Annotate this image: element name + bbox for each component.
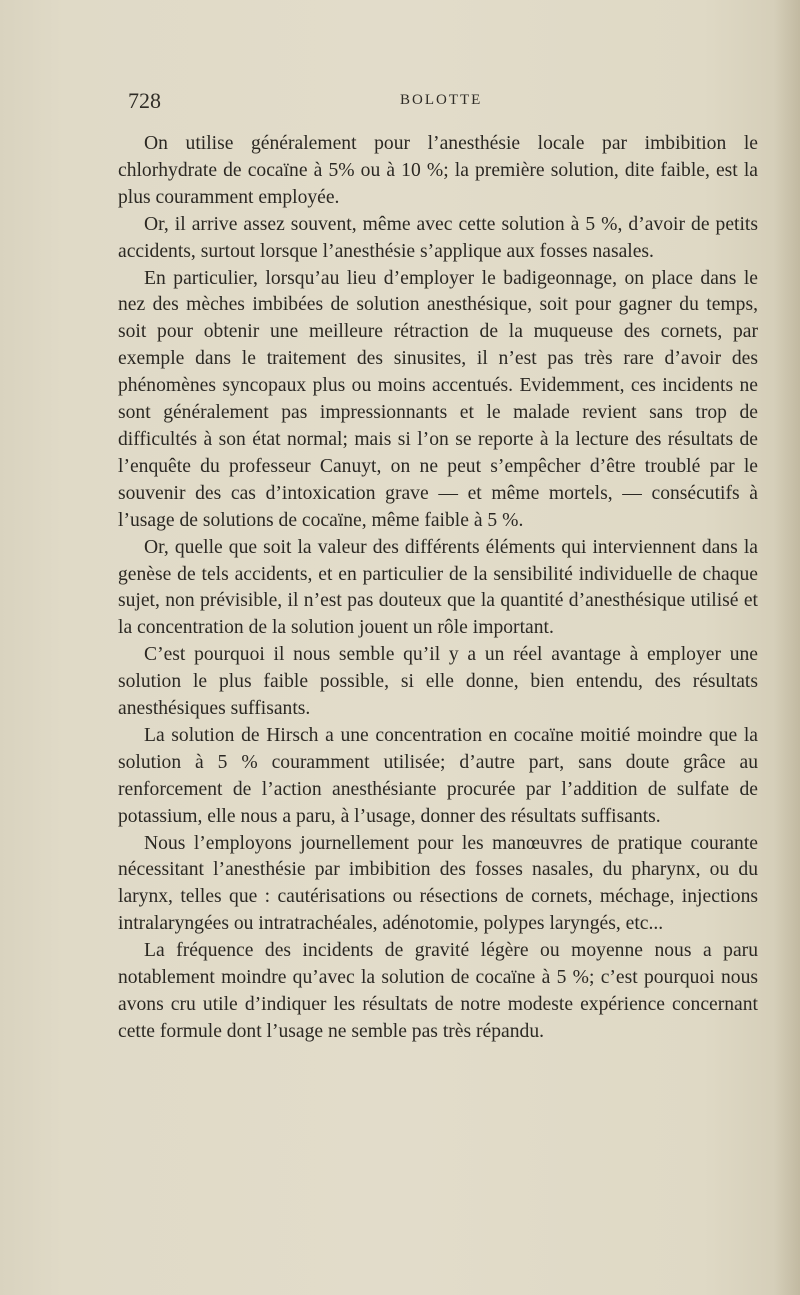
running-title: BOLOTTE — [400, 92, 483, 108]
running-head — [120, 88, 760, 118]
paragraph: Or, il arrive assez souvent, même avec cette solution à 5 %, d’avoir de petits accidents, surtout lorsque l’anesthésie s’applique aux fosses nasales. — [118, 213, 758, 262]
paragraph: Or, quelle que soit la valeur des différents éléments qui interviennent dans la genèse de tels accidents, et en particulier de la sensibilité individuelle de chaque sujet, non prévisible, il n’est pas douteux que la quantité d’anesthésique utilisé et la concentration de la solution jouent un rôle important. — [118, 536, 758, 639]
paragraph: En particulier, lorsqu’au lieu d’employer le badigeonnage, on place dans le nez des mèches imbibées de solution anesthésique, soit pour gagner du temps, soit pour obtenir une meilleure rétraction de la muqueuse des cornets, par exemple dans le traitement des sinusites, il n’est pas très rare d’avoir des phénomènes syncopaux plus ou moins accentués. Evidemment, ces incidents ne sont généralement pas impressionnants et le malade revient sans trop de difficultés à son état normal; mais si l’on se reporte à la lecture des résultats de l’enquête du professeur Canuyt, on ne peut s’empêcher d’être troublé par le souvenir des cas d’intoxication grave — et même mortels, — consécutifs à l’usage de solutions de cocaïne, même faible à 5 %. — [118, 267, 758, 531]
paragraph: La fréquence des incidents de gravité légère ou moyenne nous a paru notablement moindre qu’avec la solution de cocaïne à 5 %; c’est pourquoi nous avons cru utile d’indiquer les résultats de notre modeste expérience concernant cette formule dont l’usage ne semble pas très répandu. — [118, 940, 758, 1042]
paragraph: La solution de Hirsch a une concentration en cocaïne moitié moindre que la solution à 5 % couramment utilisée; d’autre part, sans doute grâce au renforcement de l’action anesthésiante procurée par l’addition de sulfate de potassium, elle nous a paru, à l’usage, donner des résultats suffisants. — [118, 724, 758, 827]
page-number: 728 — [128, 88, 161, 113]
body-text — [118, 131, 758, 1046]
paragraph: C’est pourquoi il nous semble qu’il y a un réel avantage à employer une solution le plus faible possible, si elle donne, bien entendu, des résultats anesthésiques suffisants. — [118, 644, 758, 720]
paragraph: Nous l’employons journellement pour les manœuvres de pratique courante nécessitant l’anesthésie par imbibition des fosses nasales, du pharynx, ou du larynx, telles que : cautérisations ou résections de cornets, méchage, injections intralaryngées ou intratrachéales, adénotomie, polypes laryngés, etc... — [118, 832, 758, 935]
page-edge-shadow — [774, 0, 800, 1295]
paragraph: On utilise généralement pour l’anesthésie locale par imbibition le chlorhydrate de cocaïne à 5% ou à 10 %; la première solution, dite faible, est la plus couramment employée. — [118, 133, 758, 208]
